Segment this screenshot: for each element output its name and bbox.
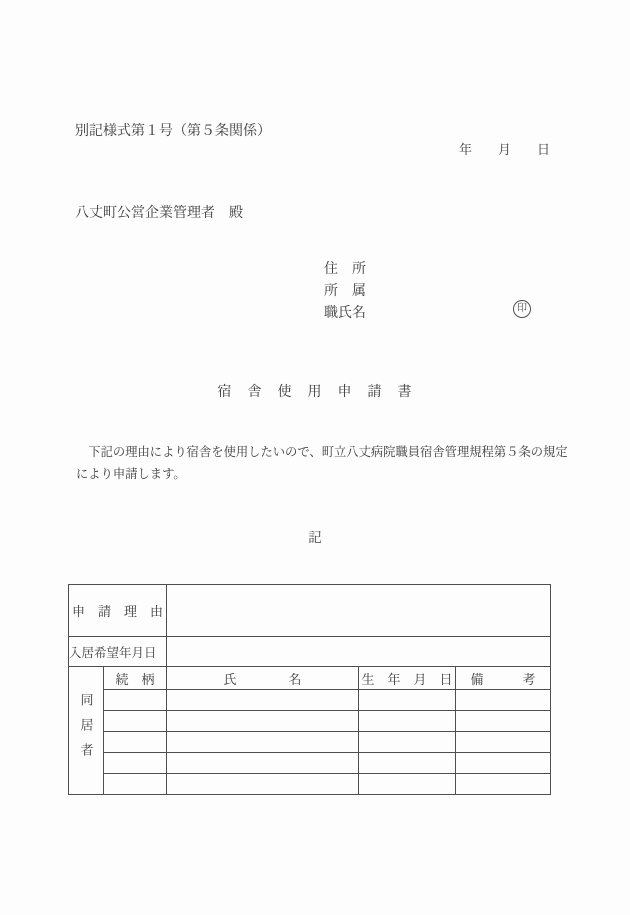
cohabitant-header-row	[69, 667, 551, 690]
name-cell	[167, 711, 359, 732]
column-header-name: 氏 名	[167, 667, 359, 690]
name-cell	[167, 753, 359, 774]
relationship-cell	[104, 753, 167, 774]
move-in-date-input-cell	[167, 637, 551, 667]
remarks-cell	[456, 732, 551, 753]
remarks-cell	[456, 753, 551, 774]
date-line: 年 月 日	[458, 142, 550, 157]
body-line-2: により申請します。	[76, 467, 186, 481]
job-name-label: 職氏名	[324, 306, 366, 321]
application-table	[68, 584, 551, 795]
column-header-remarks: 備 考	[456, 667, 551, 690]
cohabitants-label-cell	[69, 667, 104, 795]
cohabitant-row	[69, 690, 551, 711]
birthdate-cell	[359, 732, 456, 753]
move-in-date-label: 入居希望年月日	[69, 637, 167, 667]
ki-heading: 記	[308, 530, 322, 545]
relationship-cell	[104, 711, 167, 732]
application-reason-input-cell	[167, 585, 551, 637]
birthdate-cell	[359, 753, 456, 774]
cohabitant-row	[69, 732, 551, 753]
relationship-cell	[104, 774, 167, 795]
move-in-date-row	[69, 637, 551, 667]
relationship-cell	[104, 732, 167, 753]
application-reason-row	[69, 585, 551, 637]
affiliation-label: 所 属	[324, 284, 366, 299]
remarks-cell	[456, 774, 551, 795]
body-line-1: 下記の理由により宿舎を使用したいので、町立八丈病院職員宿舎管理規程第５条の規定	[76, 445, 568, 459]
applicant-address-block	[324, 259, 366, 325]
name-cell	[167, 732, 359, 753]
document-title: 宿 舎 使 用 申 請 書	[217, 385, 413, 400]
seal-mark-icon: 印	[513, 300, 531, 318]
column-header-birthdate: 生 年 月 日	[359, 667, 456, 690]
address-label: 住 所	[324, 262, 366, 277]
application-reason-label: 申 請 理 由	[69, 585, 167, 637]
birthdate-cell	[359, 711, 456, 732]
birthdate-cell	[359, 774, 456, 795]
birthdate-cell	[359, 690, 456, 711]
addressee-line: 八丈町公営企業管理者 殿	[75, 206, 243, 221]
remarks-cell	[456, 711, 551, 732]
name-cell	[167, 690, 359, 711]
remarks-cell	[456, 690, 551, 711]
body-paragraph	[76, 441, 568, 485]
name-cell	[167, 774, 359, 795]
cohabitant-row	[69, 774, 551, 795]
column-header-relationship: 続 柄	[104, 667, 167, 690]
cohabitant-row	[69, 753, 551, 774]
cohabitant-row	[69, 711, 551, 732]
relationship-cell	[104, 690, 167, 711]
form-number-label: 別記様式第１号（第５条関係）	[75, 124, 271, 139]
cohabitants-label: 同居者	[78, 693, 94, 768]
